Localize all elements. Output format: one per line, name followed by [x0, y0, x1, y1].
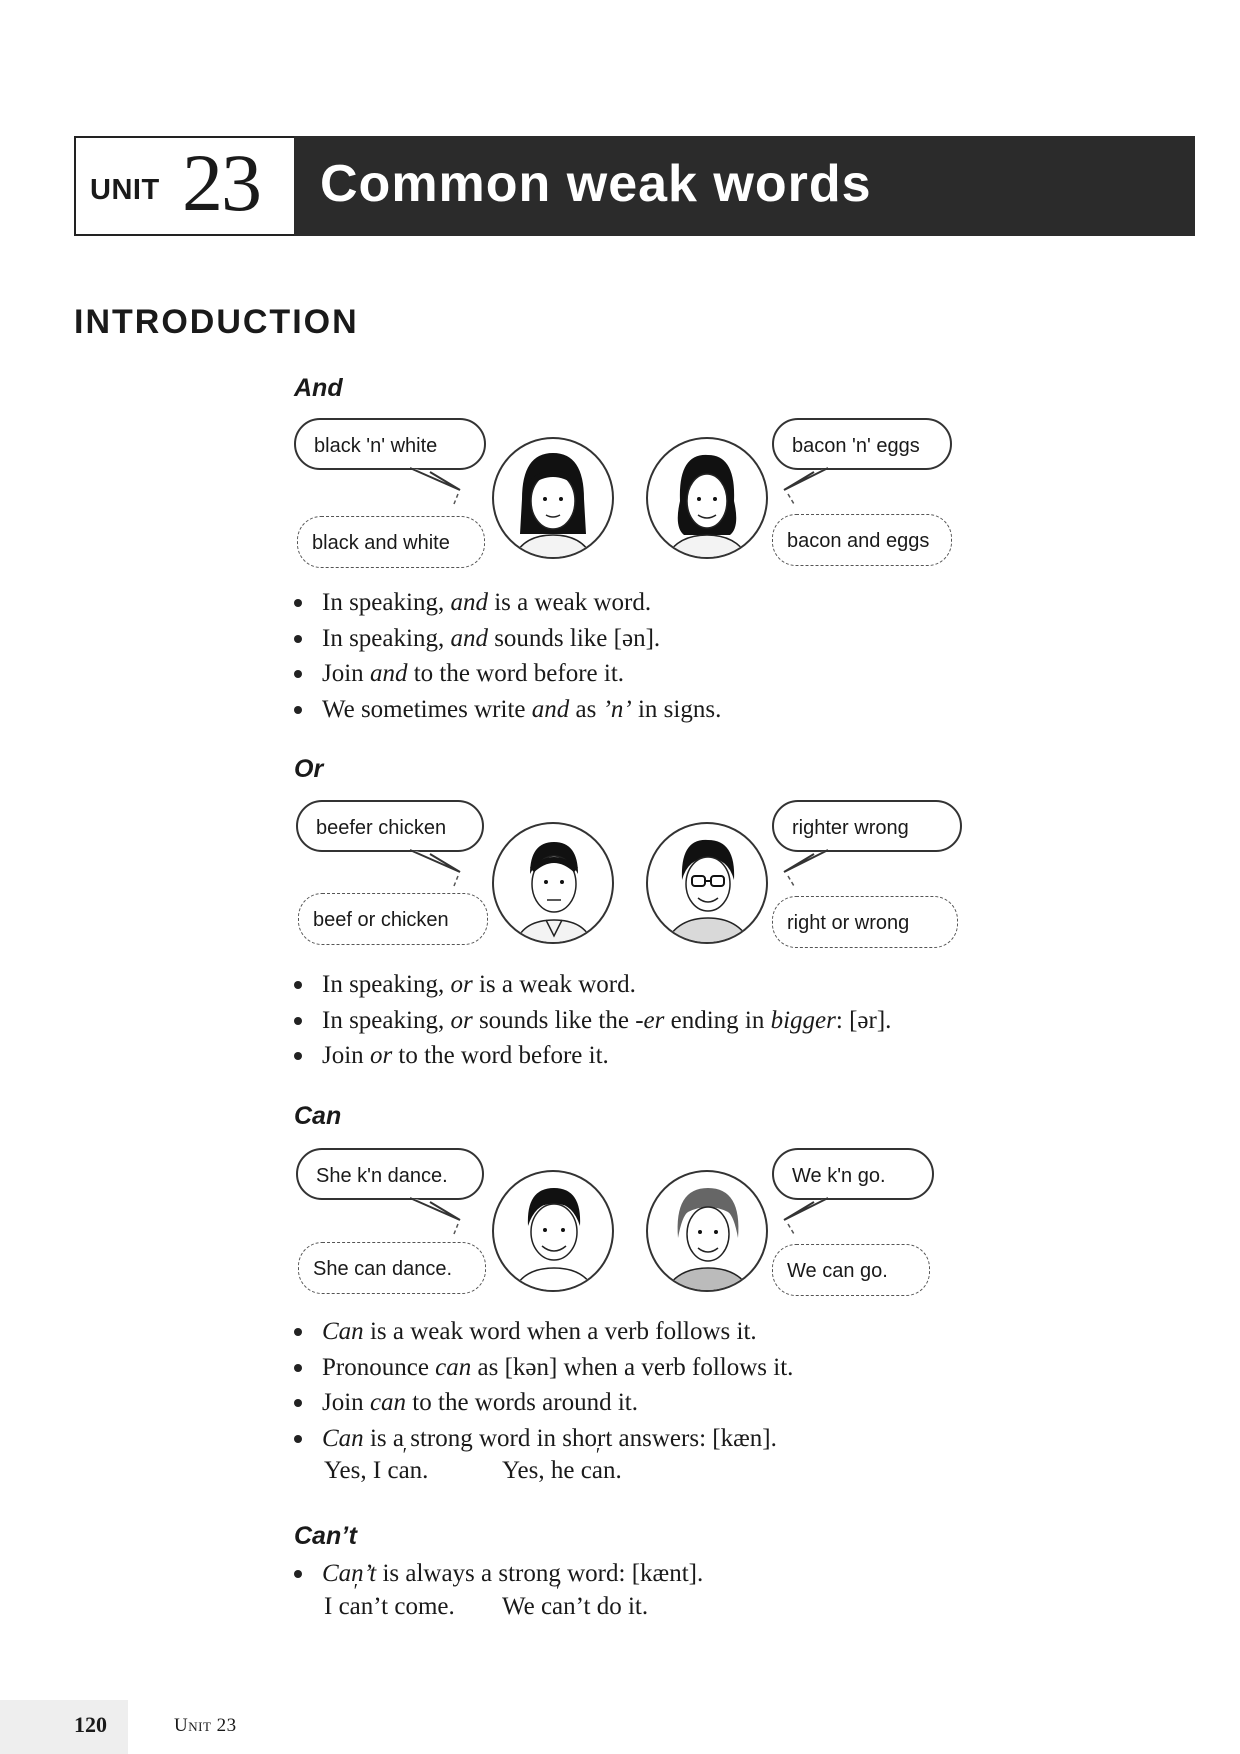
- example-sentence: We c′ an’t do it.: [502, 1593, 648, 1621]
- person-portrait-icon: [646, 437, 768, 559]
- list-item: In speaking, and is a weak word.: [292, 585, 721, 621]
- person-portrait-icon: [492, 822, 614, 944]
- bubble-tail-icon: [400, 1196, 470, 1236]
- unit-number-box: [74, 136, 296, 236]
- footer-band: [0, 1700, 128, 1754]
- example-sentence: Yes, I c′ an.: [324, 1457, 428, 1485]
- bullet-list-or: [292, 967, 891, 1074]
- bullet-list-can: [292, 1314, 793, 1456]
- unit-title: Common weak words: [320, 155, 872, 213]
- person-portrait-icon: [646, 822, 768, 944]
- list-item: In speaking, and sounds like [ən].: [292, 621, 721, 657]
- thought-bubble-or-right: right or wrong: [772, 896, 958, 948]
- list-item: Can is a weak word when a verb follows it.: [292, 1314, 793, 1350]
- thought-bubble-can-right: We can go.: [772, 1244, 930, 1296]
- unit-title-bar: [294, 136, 1195, 236]
- section-title-can: Can: [294, 1102, 342, 1130]
- footer-unit-label: Unit 23: [174, 1715, 237, 1736]
- example-sentence: I c′ an’t come.: [324, 1593, 455, 1621]
- bubble-tail-icon: [400, 466, 470, 506]
- thought-bubble-and-right: bacon and eggs: [772, 514, 952, 566]
- bubble-tail-icon: [778, 466, 848, 506]
- example-sentence: Yes, he c′ an.: [502, 1457, 622, 1485]
- speech-bubble-can-right: We k'n go.: [772, 1148, 934, 1200]
- intro-heading: INTRODUCTION: [74, 303, 359, 341]
- person-portrait-icon: [492, 437, 614, 559]
- speech-bubble-and-left: black 'n' white: [294, 418, 486, 470]
- thought-bubble-and-left: black and white: [297, 516, 485, 568]
- unit-header: [74, 136, 1195, 236]
- speech-bubble-or-right: righter wrong: [772, 800, 962, 852]
- section-title-or: Or: [294, 755, 324, 783]
- speech-bubble-and-right: bacon 'n' eggs: [772, 418, 952, 470]
- section-title-and: And: [294, 374, 343, 402]
- unit-number: 23: [182, 137, 260, 228]
- speech-bubble-can-left: She k'n dance.: [296, 1148, 484, 1200]
- speech-bubble-or-left: beefer chicken: [296, 800, 484, 852]
- list-item: In speaking, or sounds like the -er ending in bigger: [ər].: [292, 1003, 891, 1039]
- bubble-tail-icon: [778, 848, 848, 888]
- section-title-cant: Can’t: [294, 1522, 357, 1550]
- list-item: Join can to the words around it.: [292, 1385, 793, 1421]
- list-item: Join and to the word before it.: [292, 656, 721, 692]
- list-item: Can’t is always a strong word: [kænt].: [292, 1556, 703, 1592]
- list-item: Join or to the word before it.: [292, 1038, 891, 1074]
- list-item: In speaking, or is a weak word.: [292, 967, 891, 1003]
- list-item: Pronounce can as [kən] when a verb follows it.: [292, 1350, 793, 1386]
- bubble-tail-icon: [400, 848, 470, 888]
- list-item: We sometimes write and as ’n’ in signs.: [292, 692, 721, 728]
- page-number: 120: [74, 1712, 107, 1737]
- list-item: Can is a strong word in short answers: [kæn].: [292, 1421, 793, 1457]
- person-portrait-icon: [646, 1170, 768, 1292]
- thought-bubble-can-left: She can dance.: [298, 1242, 486, 1294]
- bullet-list-and: [292, 585, 721, 727]
- person-portrait-icon: [492, 1170, 614, 1292]
- unit-word: UNIT: [90, 174, 160, 206]
- bubble-tail-icon: [778, 1196, 848, 1236]
- thought-bubble-or-left: beef or chicken: [298, 893, 488, 945]
